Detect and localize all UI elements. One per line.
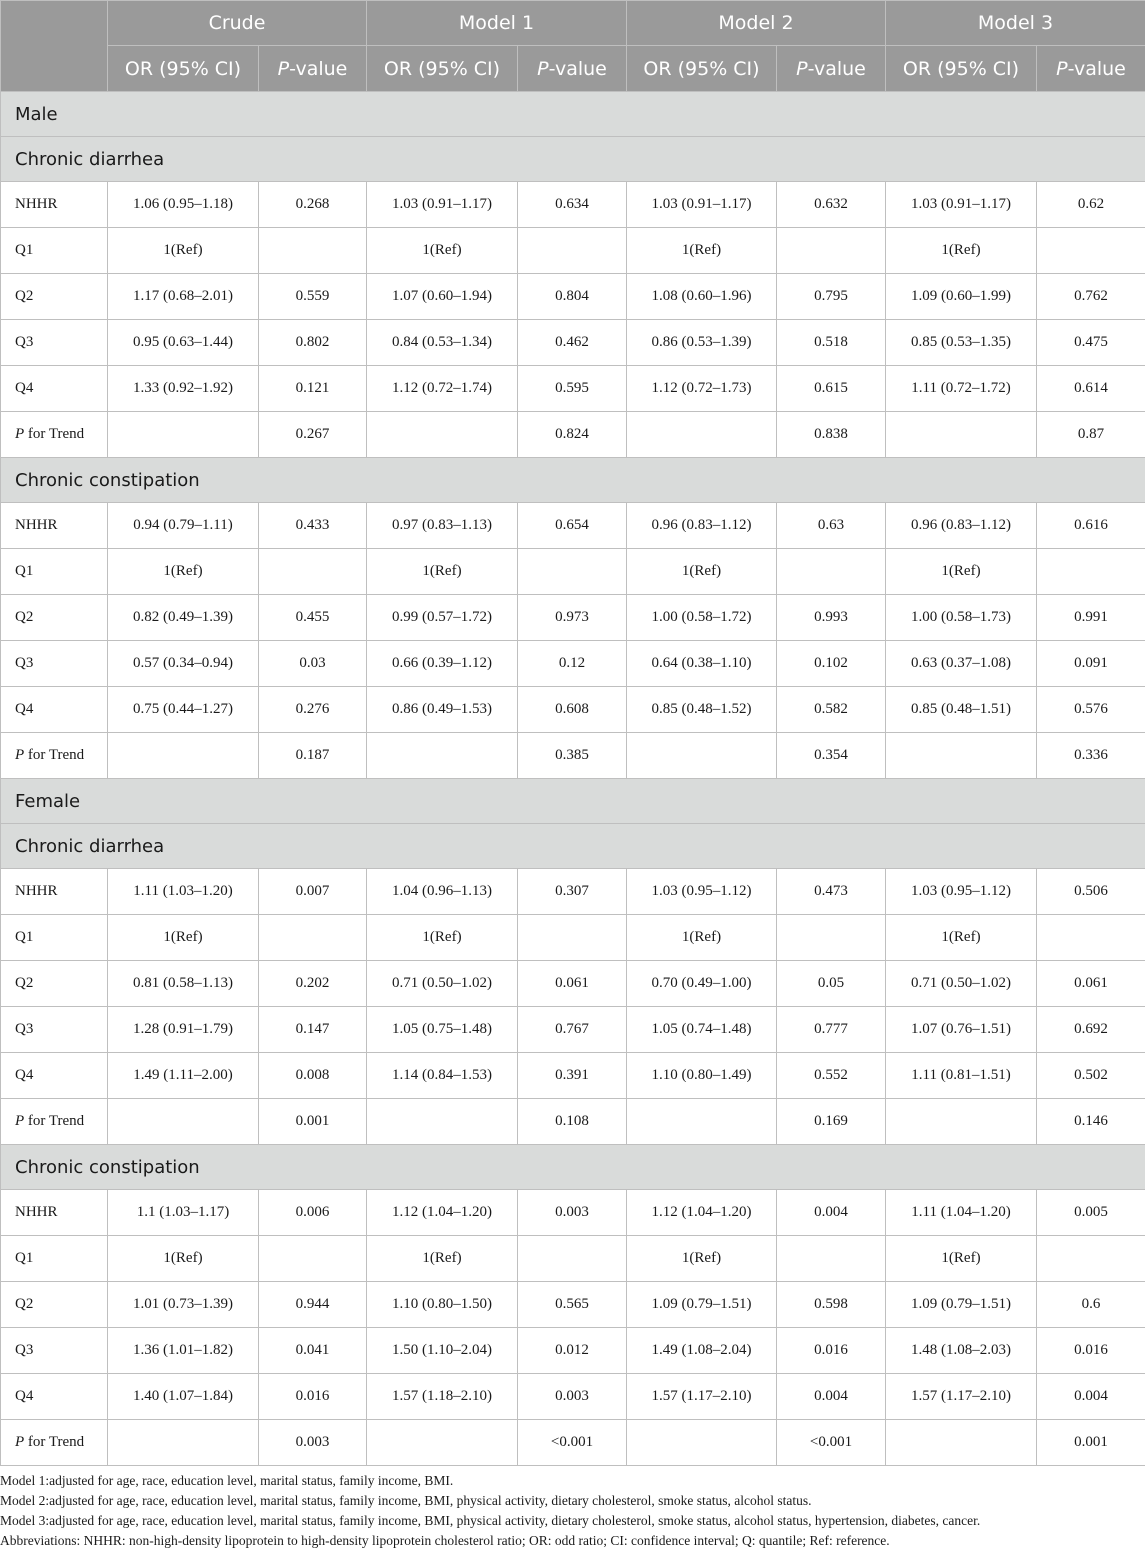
row-label: NHHR — [1, 1190, 108, 1236]
header-or-ci: OR (95% CI) — [108, 46, 259, 92]
or-ci-cell: 1.10 (0.80–1.50) — [367, 1282, 518, 1328]
or-ci-cell: 1.09 (0.79–1.51) — [886, 1282, 1037, 1328]
or-ci-cell: 0.81 (0.58–1.13) — [108, 961, 259, 1007]
p-value-cell: 0.993 — [777, 595, 886, 641]
or-ci-cell: 1(Ref) — [627, 228, 777, 274]
or-ci-cell: 0.97 (0.83–1.13) — [367, 503, 518, 549]
subsection-title: Chronic constipation — [1, 1145, 1145, 1190]
row-label: Q2 — [1, 595, 108, 641]
row-label: Q4 — [1, 366, 108, 412]
p-value-cell: 0.598 — [777, 1282, 886, 1328]
p-value-cell: 0.973 — [518, 595, 627, 641]
p-value-cell: 0.061 — [1037, 961, 1145, 1007]
or-ci-cell: 1(Ref) — [108, 228, 259, 274]
section-title: Male — [1, 92, 1145, 137]
p-value-cell: 0.385 — [518, 733, 627, 779]
or-ci-cell — [886, 733, 1037, 779]
p-value-cell: 0.169 — [777, 1099, 886, 1145]
table-row — [1, 1236, 1145, 1282]
or-ci-cell: 0.84 (0.53–1.34) — [367, 320, 518, 366]
p-value-cell: 0.004 — [777, 1374, 886, 1420]
p-value-cell — [777, 915, 886, 961]
p-value-cell: 0.692 — [1037, 1007, 1145, 1053]
p-value-cell: 0.336 — [1037, 733, 1145, 779]
or-ci-cell: 1.12 (1.04–1.20) — [367, 1190, 518, 1236]
table-row — [1, 1374, 1145, 1420]
p-value-cell: 0.016 — [259, 1374, 367, 1420]
table-row — [1, 274, 1145, 320]
or-ci-cell: 0.71 (0.50–1.02) — [886, 961, 1037, 1007]
p-value-cell — [777, 228, 886, 274]
or-ci-cell: 1.48 (1.08–2.03) — [886, 1328, 1037, 1374]
or-ci-cell: 1.49 (1.11–2.00) — [108, 1053, 259, 1099]
table-row — [1, 182, 1145, 228]
table-row — [1, 503, 1145, 549]
p-value-cell: 0.102 — [777, 641, 886, 687]
or-ci-cell: 1.57 (1.17–2.10) — [886, 1374, 1037, 1420]
p-value-cell: 0.006 — [259, 1190, 367, 1236]
or-ci-cell: 1.1 (1.03–1.17) — [108, 1190, 259, 1236]
p-value-cell: 0.506 — [1037, 869, 1145, 915]
or-ci-cell: 0.86 (0.53–1.39) — [627, 320, 777, 366]
or-ci-cell: 1.12 (1.04–1.20) — [627, 1190, 777, 1236]
row-label: Q1 — [1, 549, 108, 595]
subsection-title: Chronic constipation — [1, 458, 1145, 503]
header-or-ci: OR (95% CI) — [367, 46, 518, 92]
or-ci-cell — [108, 412, 259, 458]
or-ci-cell: 1(Ref) — [886, 915, 1037, 961]
or-ci-cell: 1.03 (0.95–1.12) — [627, 869, 777, 915]
p-value-cell: 0.05 — [777, 961, 886, 1007]
row-label: P for Trend — [1, 1420, 108, 1466]
row-label: Q3 — [1, 1007, 108, 1053]
p-value-cell: 0.012 — [518, 1328, 627, 1374]
subsection-title: Chronic diarrhea — [1, 137, 1145, 182]
subsection-row — [1, 137, 1145, 182]
row-label: P for Trend — [1, 1099, 108, 1145]
p-value-cell — [777, 1236, 886, 1282]
table-row — [1, 687, 1145, 733]
or-ci-cell: 1(Ref) — [367, 1236, 518, 1282]
table-row — [1, 733, 1145, 779]
or-ci-cell: 1(Ref) — [108, 1236, 259, 1282]
or-ci-cell: 1.50 (1.10–2.04) — [367, 1328, 518, 1374]
p-value-cell: 0.016 — [777, 1328, 886, 1374]
table-row — [1, 915, 1145, 961]
p-value-cell — [259, 228, 367, 274]
p-value-cell: 0.991 — [1037, 595, 1145, 641]
p-value-cell — [777, 549, 886, 595]
p-value-cell — [518, 1236, 627, 1282]
or-ci-cell: 1.11 (1.04–1.20) — [886, 1190, 1037, 1236]
row-label: P for Trend — [1, 412, 108, 458]
p-value-cell: 0.63 — [777, 503, 886, 549]
header-p-value: P-value — [777, 46, 886, 92]
or-ci-cell: 1(Ref) — [627, 1236, 777, 1282]
p-value-cell: 0.777 — [777, 1007, 886, 1053]
or-ci-cell: 1(Ref) — [886, 228, 1037, 274]
p-value-cell: 0.121 — [259, 366, 367, 412]
footnote-model-1: Model 1:adjusted for age, race, education level, marital status, family income, BMI. — [0, 1473, 454, 1488]
p-value-cell: 0.87 — [1037, 412, 1145, 458]
or-ci-cell: 0.64 (0.38–1.10) — [627, 641, 777, 687]
p-value-cell: 0.616 — [1037, 503, 1145, 549]
p-value-cell: 0.6 — [1037, 1282, 1145, 1328]
table-row — [1, 366, 1145, 412]
row-label: Q1 — [1, 915, 108, 961]
p-value-cell: 0.433 — [259, 503, 367, 549]
table-row — [1, 1328, 1145, 1374]
or-ci-cell: 1(Ref) — [886, 549, 1037, 595]
or-ci-cell: 1.36 (1.01–1.82) — [108, 1328, 259, 1374]
or-ci-cell: 1(Ref) — [367, 549, 518, 595]
footnotes — [0, 1471, 980, 1551]
header-group-model-2: Model 2 — [627, 1, 886, 46]
p-value-cell: <0.001 — [777, 1420, 886, 1466]
table-row — [1, 320, 1145, 366]
or-ci-cell: 1(Ref) — [627, 549, 777, 595]
or-ci-cell: 0.85 (0.48–1.52) — [627, 687, 777, 733]
p-value-cell — [518, 228, 627, 274]
or-ci-cell — [367, 412, 518, 458]
p-value-cell: 0.267 — [259, 412, 367, 458]
table-row — [1, 1099, 1145, 1145]
or-ci-cell: 0.99 (0.57–1.72) — [367, 595, 518, 641]
section-row — [1, 779, 1145, 824]
p-value-cell: 0.147 — [259, 1007, 367, 1053]
p-value-cell: 0.003 — [259, 1420, 367, 1466]
or-ci-cell: 0.86 (0.49–1.53) — [367, 687, 518, 733]
or-ci-cell: 1.11 (1.03–1.20) — [108, 869, 259, 915]
row-label: Q2 — [1, 274, 108, 320]
p-value-cell: 0.615 — [777, 366, 886, 412]
p-value-cell: 0.001 — [1037, 1420, 1145, 1466]
or-ci-cell: 1.05 (0.74–1.48) — [627, 1007, 777, 1053]
or-ci-cell — [886, 1099, 1037, 1145]
p-value-cell: 0.016 — [1037, 1328, 1145, 1374]
or-ci-cell — [627, 1099, 777, 1145]
or-ci-cell — [886, 412, 1037, 458]
p-value-cell: 0.354 — [777, 733, 886, 779]
header-or-ci: OR (95% CI) — [886, 46, 1037, 92]
or-ci-cell: 0.96 (0.83–1.12) — [627, 503, 777, 549]
p-value-cell: 0.762 — [1037, 274, 1145, 320]
or-ci-cell: 1.07 (0.76–1.51) — [886, 1007, 1037, 1053]
or-ci-cell — [627, 733, 777, 779]
header-group-model-1: Model 1 — [367, 1, 627, 46]
or-ci-cell: 1.11 (0.81–1.51) — [886, 1053, 1037, 1099]
subsection-row — [1, 458, 1145, 503]
p-value-cell: 0.12 — [518, 641, 627, 687]
or-ci-cell: 0.57 (0.34–0.94) — [108, 641, 259, 687]
row-label: P for Trend — [1, 733, 108, 779]
p-value-cell: 0.004 — [1037, 1374, 1145, 1420]
p-value-cell: 0.091 — [1037, 641, 1145, 687]
or-ci-cell: 1.04 (0.96–1.13) — [367, 869, 518, 915]
p-value-cell: 0.003 — [518, 1374, 627, 1420]
table-row — [1, 1190, 1145, 1236]
table-body — [1, 92, 1145, 1466]
row-label: NHHR — [1, 182, 108, 228]
p-value-cell: 0.767 — [518, 1007, 627, 1053]
p-value-cell: 0.582 — [777, 687, 886, 733]
row-label: Q3 — [1, 641, 108, 687]
table-row — [1, 641, 1145, 687]
p-value-cell: 0.804 — [518, 274, 627, 320]
or-ci-cell: 1.12 (0.72–1.74) — [367, 366, 518, 412]
p-value-cell: 0.595 — [518, 366, 627, 412]
or-ci-cell: 0.71 (0.50–1.02) — [367, 961, 518, 1007]
p-value-cell — [259, 915, 367, 961]
or-ci-cell: 0.70 (0.49–1.00) — [627, 961, 777, 1007]
row-label: Q3 — [1, 320, 108, 366]
table-row — [1, 595, 1145, 641]
p-value-cell: 0.632 — [777, 182, 886, 228]
or-ci-cell: 1.57 (1.18–2.10) — [367, 1374, 518, 1420]
p-value-cell — [518, 549, 627, 595]
row-label: NHHR — [1, 503, 108, 549]
or-ci-cell — [108, 1099, 259, 1145]
p-value-cell: 0.391 — [518, 1053, 627, 1099]
or-ci-cell: 0.94 (0.79–1.11) — [108, 503, 259, 549]
p-value-cell: 0.565 — [518, 1282, 627, 1328]
table-row — [1, 869, 1145, 915]
p-value-cell: 0.502 — [1037, 1053, 1145, 1099]
or-ci-cell: 1(Ref) — [886, 1236, 1037, 1282]
or-ci-cell: 0.63 (0.37–1.08) — [886, 641, 1037, 687]
p-value-cell: <0.001 — [518, 1420, 627, 1466]
or-ci-cell — [627, 412, 777, 458]
p-value-cell: 0.802 — [259, 320, 367, 366]
row-label: Q2 — [1, 961, 108, 1007]
table-row — [1, 1420, 1145, 1466]
p-value-cell: 0.634 — [518, 182, 627, 228]
p-value-cell: 0.004 — [777, 1190, 886, 1236]
p-value-cell: 0.268 — [259, 182, 367, 228]
p-value-cell: 0.62 — [1037, 182, 1145, 228]
subsection-title: Chronic diarrhea — [1, 824, 1145, 869]
p-value-cell: 0.146 — [1037, 1099, 1145, 1145]
header-p-value: P-value — [259, 46, 367, 92]
or-ci-cell: 1.00 (0.58–1.72) — [627, 595, 777, 641]
p-value-cell: 0.944 — [259, 1282, 367, 1328]
or-ci-cell: 1.28 (0.91–1.79) — [108, 1007, 259, 1053]
header-or-ci: OR (95% CI) — [627, 46, 777, 92]
or-ci-cell — [108, 733, 259, 779]
or-ci-cell: 1.03 (0.91–1.17) — [886, 182, 1037, 228]
section-row — [1, 92, 1145, 137]
p-value-cell: 0.559 — [259, 274, 367, 320]
p-value-cell: 0.005 — [1037, 1190, 1145, 1236]
or-ci-cell: 1.49 (1.08–2.04) — [627, 1328, 777, 1374]
or-ci-cell: 0.95 (0.63–1.44) — [108, 320, 259, 366]
table-row — [1, 1282, 1145, 1328]
or-ci-cell: 1.12 (0.72–1.73) — [627, 366, 777, 412]
or-ci-cell: 1.57 (1.17–2.10) — [627, 1374, 777, 1420]
footnote-model-3: Model 3:adjusted for age, race, education level, marital status, family income, BMI, physical activity, dietary cholesterol, smoke status, alcohol status, hypertension, diabetes, cancer. — [0, 1513, 981, 1528]
p-value-cell: 0.276 — [259, 687, 367, 733]
p-value-cell: 0.008 — [259, 1053, 367, 1099]
or-ci-cell: 1.05 (0.75–1.48) — [367, 1007, 518, 1053]
or-ci-cell: 0.82 (0.49–1.39) — [108, 595, 259, 641]
p-value-cell: 0.007 — [259, 869, 367, 915]
or-ci-cell: 1.06 (0.95–1.18) — [108, 182, 259, 228]
p-value-cell — [259, 1236, 367, 1282]
subsection-row — [1, 824, 1145, 869]
header-p-value: P-value — [1037, 46, 1145, 92]
p-value-cell — [518, 915, 627, 961]
p-value-cell: 0.473 — [777, 869, 886, 915]
p-value-cell: 0.108 — [518, 1099, 627, 1145]
p-value-cell — [259, 549, 367, 595]
or-ci-cell — [367, 1099, 518, 1145]
or-ci-cell: 1(Ref) — [627, 915, 777, 961]
section-title: Female — [1, 779, 1145, 824]
p-value-cell: 0.041 — [259, 1328, 367, 1374]
p-value-cell: 0.608 — [518, 687, 627, 733]
or-ci-cell: 1.09 (0.79–1.51) — [627, 1282, 777, 1328]
p-value-cell: 0.462 — [518, 320, 627, 366]
p-value-cell: 0.838 — [777, 412, 886, 458]
p-value-cell: 0.552 — [777, 1053, 886, 1099]
p-value-cell: 0.187 — [259, 733, 367, 779]
or-ci-cell: 1.07 (0.60–1.94) — [367, 274, 518, 320]
p-value-cell: 0.654 — [518, 503, 627, 549]
header-group-crude: Crude — [108, 1, 367, 46]
header-row-columns — [1, 46, 1145, 92]
table-row — [1, 228, 1145, 274]
table-row — [1, 1053, 1145, 1099]
p-value-cell: 0.795 — [777, 274, 886, 320]
or-ci-cell — [367, 1420, 518, 1466]
or-ci-cell: 1.00 (0.58–1.73) — [886, 595, 1037, 641]
row-label: Q1 — [1, 228, 108, 274]
row-label: Q4 — [1, 1053, 108, 1099]
or-ci-cell: 1.03 (0.95–1.12) — [886, 869, 1037, 915]
p-value-cell: 0.518 — [777, 320, 886, 366]
p-value-cell: 0.614 — [1037, 366, 1145, 412]
row-label: Q2 — [1, 1282, 108, 1328]
or-ci-cell: 1.01 (0.73–1.39) — [108, 1282, 259, 1328]
p-value-cell — [1037, 549, 1145, 595]
header-group-model-3: Model 3 — [886, 1, 1145, 46]
p-value-cell: 0.307 — [518, 869, 627, 915]
p-value-cell: 0.03 — [259, 641, 367, 687]
or-ci-cell: 0.75 (0.44–1.27) — [108, 687, 259, 733]
or-ci-cell — [367, 733, 518, 779]
row-label: NHHR — [1, 869, 108, 915]
header-corner-cell — [1, 1, 108, 92]
or-ci-cell: 1(Ref) — [367, 915, 518, 961]
p-value-cell — [1037, 228, 1145, 274]
p-value-cell — [1037, 1236, 1145, 1282]
or-ci-cell: 1.03 (0.91–1.17) — [367, 182, 518, 228]
or-ci-cell: 1.03 (0.91–1.17) — [627, 182, 777, 228]
p-value-cell: 0.202 — [259, 961, 367, 1007]
table-row — [1, 412, 1145, 458]
or-ci-cell: 1(Ref) — [108, 915, 259, 961]
or-ci-cell — [886, 1420, 1037, 1466]
p-value-cell: 0.824 — [518, 412, 627, 458]
or-ci-cell: 0.85 (0.53–1.35) — [886, 320, 1037, 366]
p-value-cell: 0.061 — [518, 961, 627, 1007]
or-ci-cell: 1.10 (0.80–1.49) — [627, 1053, 777, 1099]
or-ci-cell — [108, 1420, 259, 1466]
p-value-cell: 0.001 — [259, 1099, 367, 1145]
table-row — [1, 549, 1145, 595]
or-ci-cell: 1.09 (0.60–1.99) — [886, 274, 1037, 320]
table-row — [1, 1007, 1145, 1053]
p-value-cell — [1037, 915, 1145, 961]
p-value-cell: 0.576 — [1037, 687, 1145, 733]
subsection-row — [1, 1145, 1145, 1190]
footnote-abbreviations: Abbreviations: NHHR: non-high-density lipoprotein to high-density lipoprotein cholesterol ratio; OR: odd ratio; CI: confidence interval; Q: quantile; Ref: reference. — [0, 1533, 890, 1548]
footnote-model-2: Model 2:adjusted for age, race, education level, marital status, family income, BMI, physical activity, dietary cholesterol, smoke status, alcohol status. — [0, 1493, 812, 1508]
or-ci-cell: 1(Ref) — [108, 549, 259, 595]
header-row-groups — [1, 1, 1145, 46]
or-ci-cell — [627, 1420, 777, 1466]
or-ci-cell: 1(Ref) — [367, 228, 518, 274]
or-ci-cell: 1.40 (1.07–1.84) — [108, 1374, 259, 1420]
row-label: Q1 — [1, 1236, 108, 1282]
or-ci-cell: 0.66 (0.39–1.12) — [367, 641, 518, 687]
or-ci-cell: 1.14 (0.84–1.53) — [367, 1053, 518, 1099]
or-ci-cell: 1.08 (0.60–1.96) — [627, 274, 777, 320]
or-ci-cell: 1.33 (0.92–1.92) — [108, 366, 259, 412]
or-ci-cell: 1.11 (0.72–1.72) — [886, 366, 1037, 412]
or-ci-cell: 0.96 (0.83–1.12) — [886, 503, 1037, 549]
row-label: Q4 — [1, 687, 108, 733]
or-ci-cell: 0.85 (0.48–1.51) — [886, 687, 1037, 733]
row-label: Q4 — [1, 1374, 108, 1420]
p-value-cell: 0.475 — [1037, 320, 1145, 366]
p-value-cell: 0.003 — [518, 1190, 627, 1236]
p-value-cell: 0.455 — [259, 595, 367, 641]
header-p-value: P-value — [518, 46, 627, 92]
or-ci-cell: 1.17 (0.68–2.01) — [108, 274, 259, 320]
table-row — [1, 961, 1145, 1007]
row-label: Q3 — [1, 1328, 108, 1374]
